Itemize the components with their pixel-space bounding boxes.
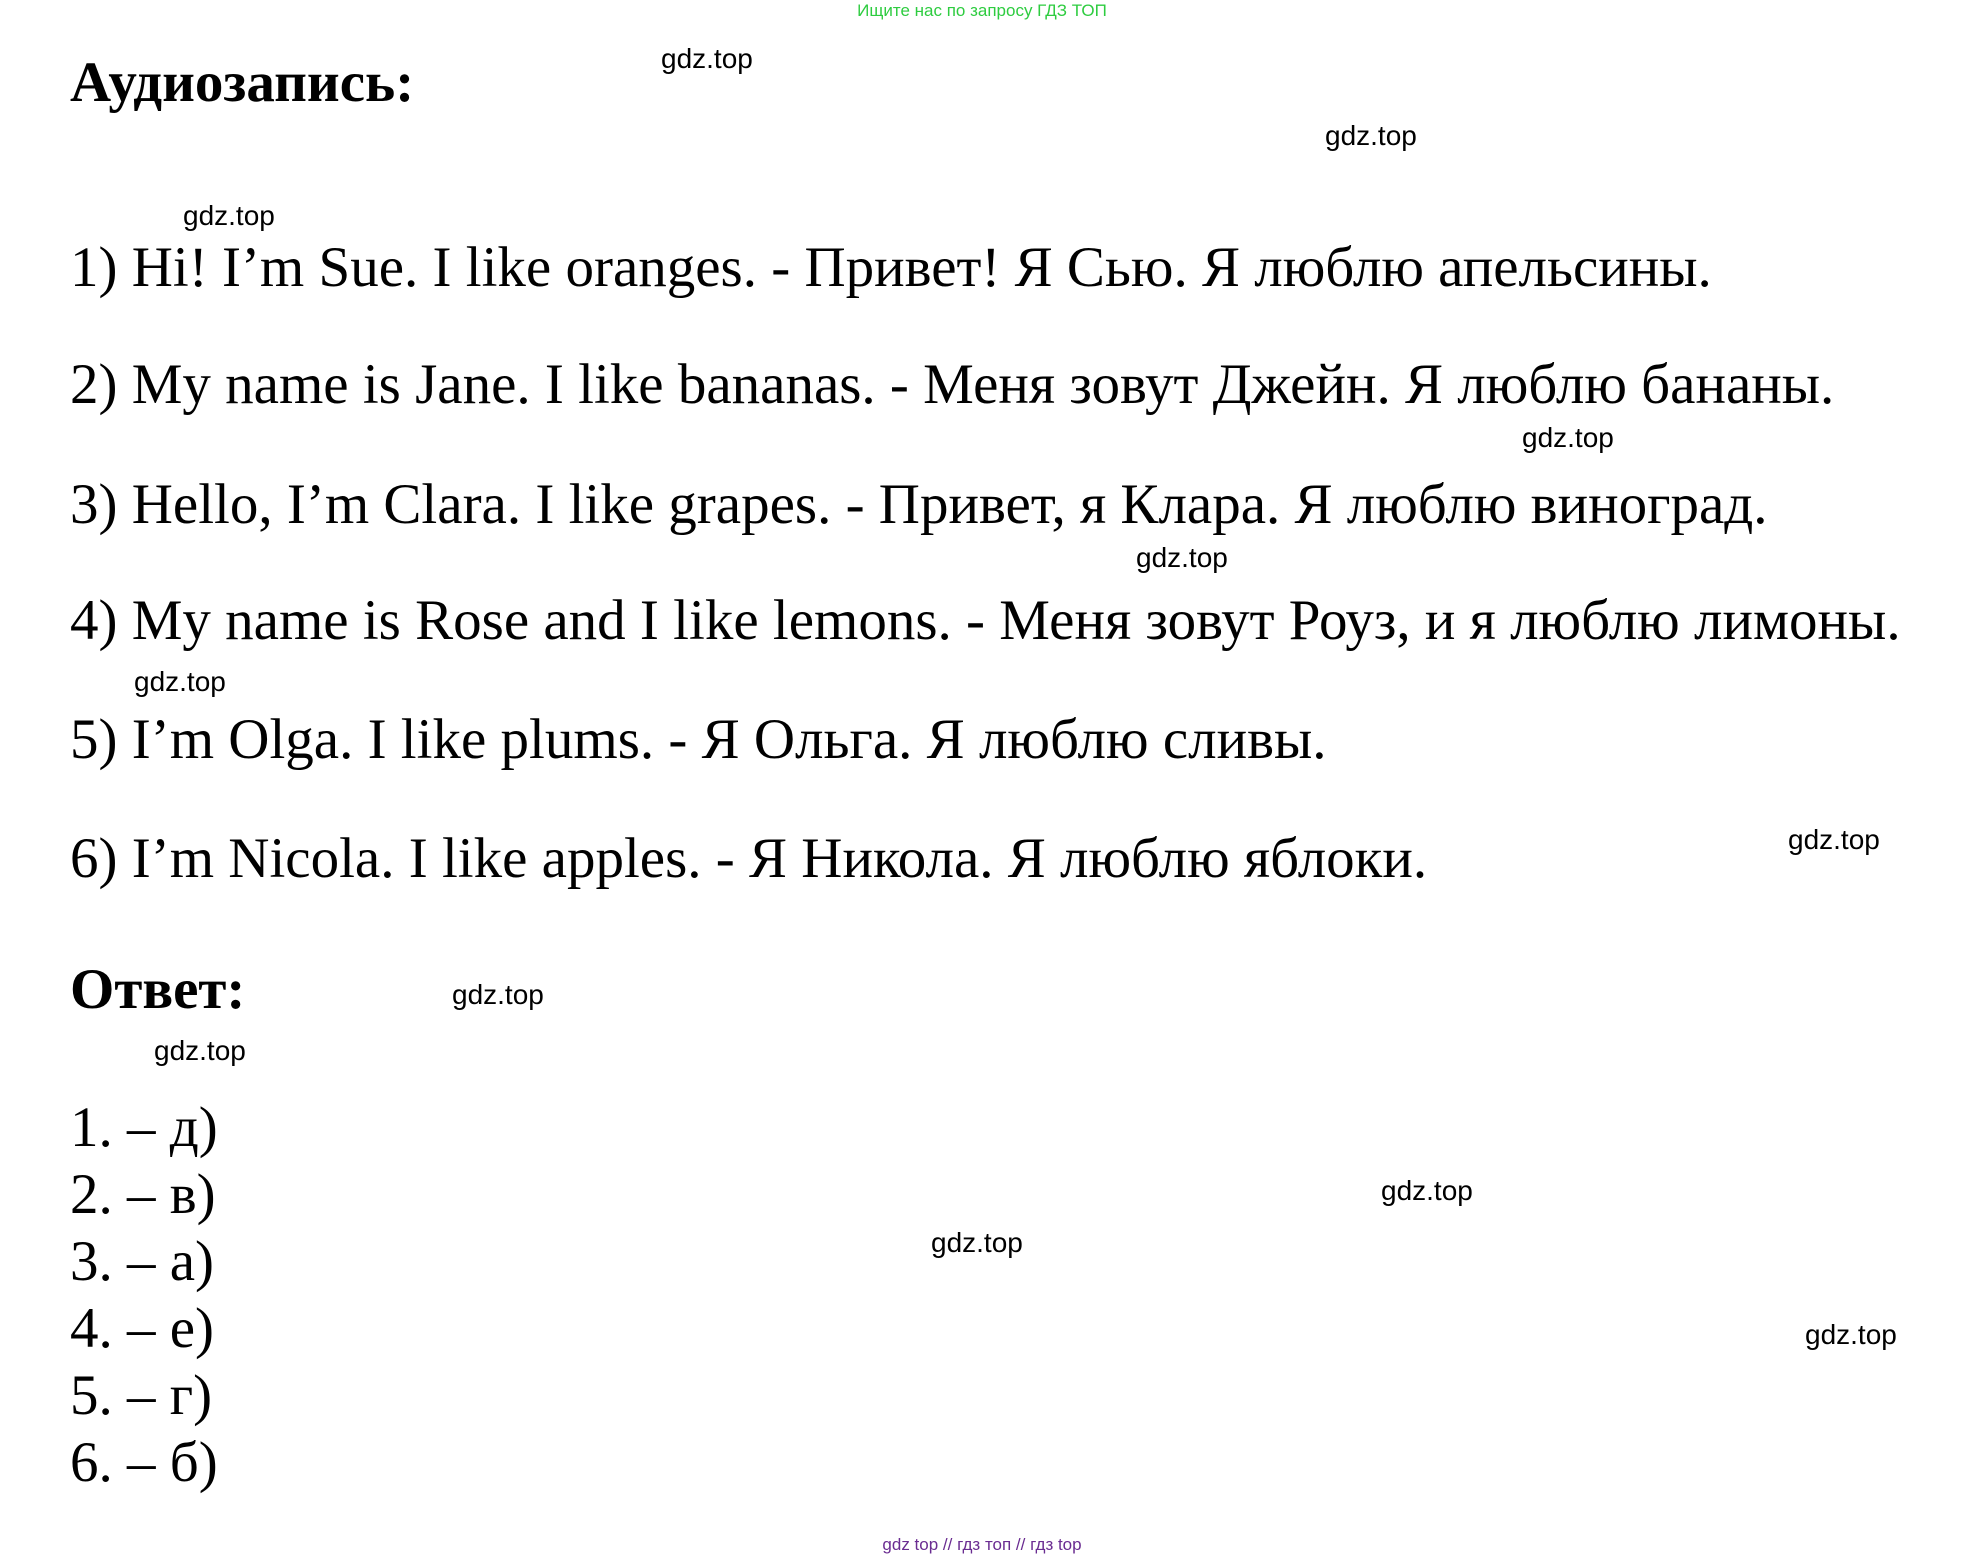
- answer-item-5: 5. – г): [70, 1364, 213, 1427]
- top-banner: Ищите нас по запросу ГДЗ ТОП: [857, 1, 1107, 20]
- footer-links: gdz top // гдз топ // гдз top: [882, 1535, 1082, 1554]
- watermark: gdz.top: [1522, 422, 1614, 453]
- watermark: gdz.top: [452, 979, 544, 1010]
- answer-item-2: 2. – в): [70, 1163, 216, 1226]
- watermark: gdz.top: [931, 1227, 1023, 1258]
- watermark: gdz.top: [1325, 120, 1417, 151]
- answer-item-1: 1. – д): [70, 1096, 218, 1159]
- transcript-line-5: 5) I’m Olga. I like plums. - Я Ольга. Я люблю сливы.: [70, 708, 1327, 771]
- transcript-line-6: 6) I’m Nicola. I like apples. - Я Никола. Я люблю яблоки.: [70, 827, 1428, 890]
- answer-heading: Ответ:: [70, 958, 246, 1021]
- transcript-line-2: 2) My name is Jane. I like bananas. - Меня зовут Джейн. Я люблю бананы.: [70, 353, 1835, 416]
- watermark: gdz.top: [183, 200, 275, 231]
- watermark: gdz.top: [154, 1035, 246, 1066]
- watermark: gdz.top: [1381, 1175, 1473, 1206]
- answer-item-3: 3. – а): [70, 1230, 215, 1293]
- transcript-line-4: 4) My name is Rose and I like lemons. - Меня зовут Роуз, и я люблю лимоны.: [70, 589, 1901, 652]
- watermark: gdz.top: [134, 666, 226, 697]
- watermark: gdz.top: [1805, 1319, 1897, 1350]
- audio-heading: Аудиозапись:: [70, 51, 415, 114]
- answer-item-4: 4. – е): [70, 1297, 215, 1360]
- watermark: gdz.top: [1136, 542, 1228, 573]
- transcript-line-1: 1) Hi! I’m Sue. I like oranges. - Привет! Я Сью. Я люблю апельсины.: [70, 236, 1712, 299]
- transcript-line-3: 3) Hello, I’m Clara. I like grapes. - Привет, я Клара. Я люблю виноград.: [70, 473, 1768, 536]
- watermark: gdz.top: [1788, 824, 1880, 855]
- answer-item-6: 6. – б): [70, 1431, 218, 1494]
- watermark: gdz.top: [661, 43, 753, 74]
